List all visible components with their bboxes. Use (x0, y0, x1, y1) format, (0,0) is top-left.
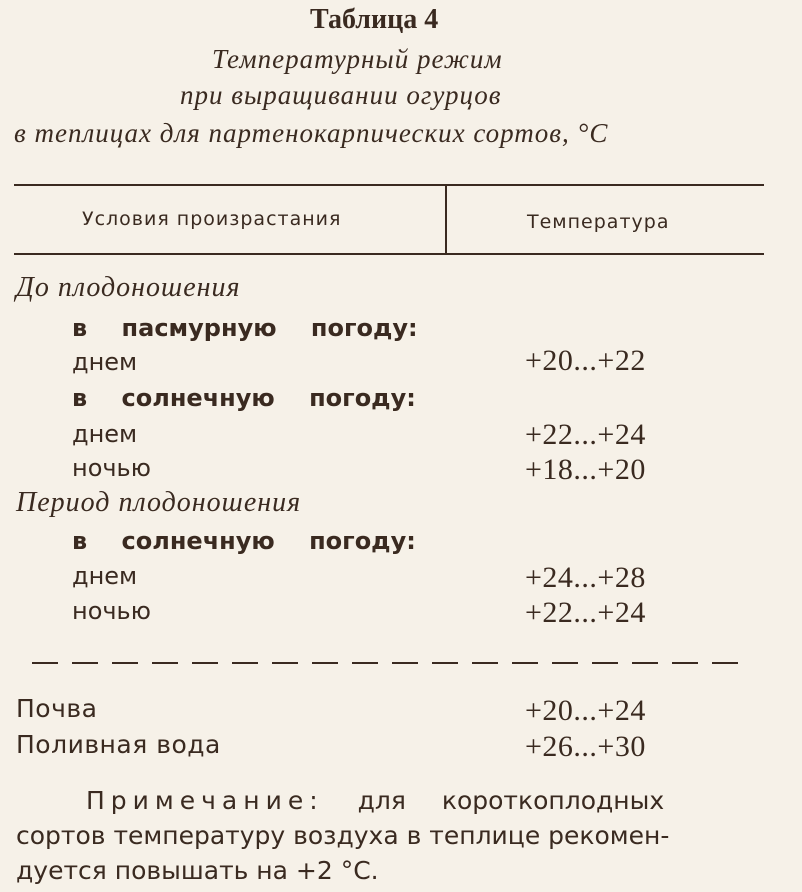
temperature-value: +22...+24 (525, 418, 646, 451)
temperature-value: +18...+20 (525, 453, 646, 486)
temperature-value: +20...+24 (525, 694, 646, 727)
header-top-rule (14, 184, 764, 186)
note-prefix: Примечание: (86, 786, 324, 815)
time-label: днем (72, 348, 138, 376)
header-temperature: Температура (527, 211, 670, 233)
temperature-value: +22...+24 (525, 596, 646, 629)
row-label-soil: Почва (16, 694, 98, 723)
section-label: До плодоношения (16, 272, 241, 303)
time-label: днем (72, 562, 138, 590)
condition-label: в пасмурную погоду: (72, 314, 418, 342)
temperature-value: +24...+28 (525, 561, 646, 594)
subtitle-line-2: при выращивании огурцов (180, 80, 502, 110)
subtitle-line-1: Температурный режим (212, 44, 503, 74)
note-line-2: сортов температуру воздуха в теплице рекомен- (16, 821, 670, 850)
condition-label: в солнечную погоду: (72, 384, 416, 412)
note-line-1-rest: для короткоплодных (357, 786, 665, 815)
header-column-divider (445, 184, 447, 254)
condition-label: в солнечную погоду: (72, 527, 416, 555)
table-title: Таблица 4 (310, 4, 439, 35)
time-label: днем (72, 420, 138, 448)
header-conditions: Условия произрастания (82, 208, 342, 230)
dashed-separator (32, 662, 748, 664)
time-label: ночью (72, 454, 151, 482)
section-label: Период плодоношения (16, 487, 302, 518)
row-label-water: Поливная вода (16, 730, 221, 759)
temperature-value: +20...+22 (525, 344, 646, 377)
time-label: ночью (72, 597, 151, 625)
note-line-1 (86, 786, 664, 815)
subtitle-line-3: в теплицах для партенокарпических сортов, °С (14, 118, 609, 148)
note-line-3: дуется повышать на +2 °С. (16, 856, 379, 885)
temperature-value: +26...+30 (525, 730, 646, 763)
header-bottom-rule (14, 253, 764, 255)
